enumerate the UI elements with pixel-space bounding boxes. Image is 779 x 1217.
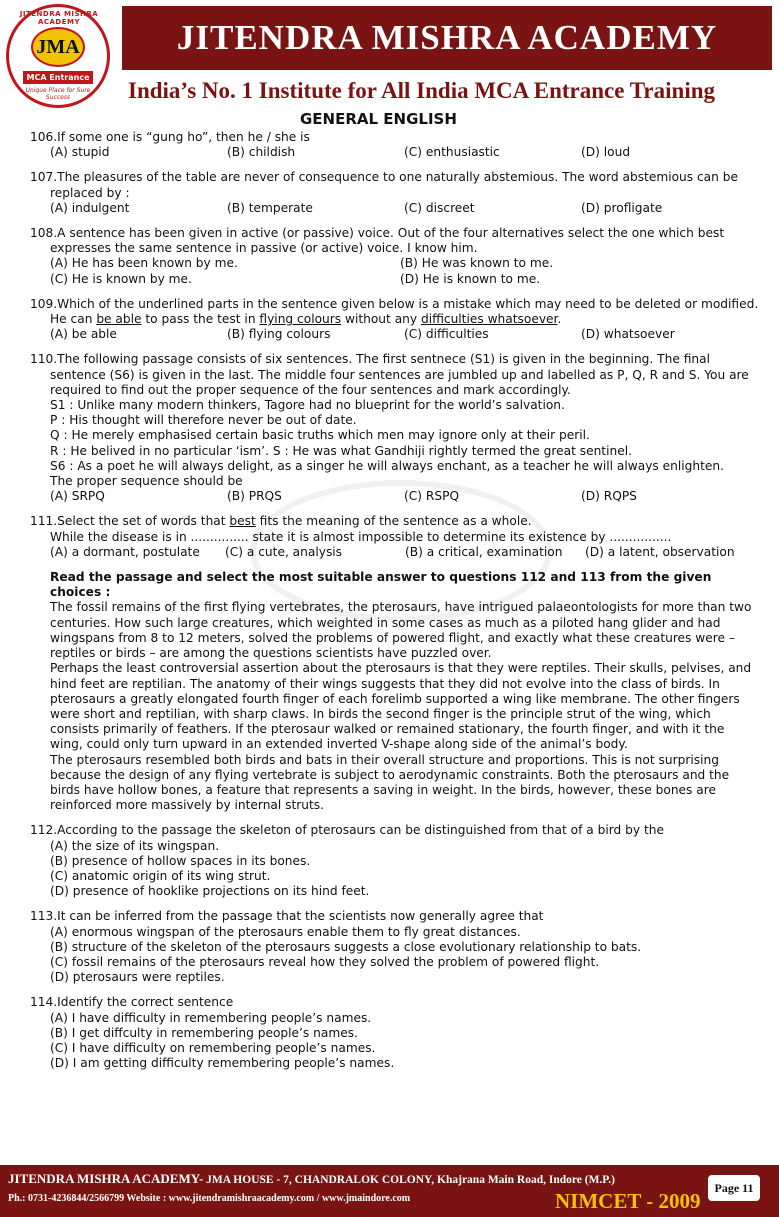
options-row [30,256,760,271]
option-b: (B) childish [227,145,296,160]
option-b: (B) I get diffculty in remembering people’s names. [50,1025,358,1040]
options-list [30,839,760,900]
option-a: (A) enormous wingspan of the pterosaurs enable them to fly great distances. [50,924,521,939]
option-d: (D) I am getting difficulty remembering people’s names. [50,1056,395,1071]
option-d: (D) He is known to me. [400,271,541,286]
options-row [30,145,760,160]
option-b: (B) temperate [227,200,313,215]
exam-name: NIMCET - 2009 [555,1189,701,1213]
option-c: (C) enthusiastic [404,145,500,160]
option-c: (C) He is known by me. [50,271,192,286]
question-stem: 111.Select the set of words that best fits the meaning of the sentence as a whole. [30,514,532,529]
option-b: (B) a critical, examination [405,544,563,559]
question-109 [30,297,760,343]
question-108 [30,226,760,287]
option-a: (A) stupid [50,145,110,160]
options-row [30,272,760,287]
logo-ring-text: JITENDRA MISHRA ACADEMY [19,10,99,26]
option-c: (C) anatomic origin of its wing strut. [50,868,271,883]
option-a: (A) indulgent [50,200,130,215]
option-c: (C) RSPQ [404,489,460,504]
option-c: (C) fossil remains of the pterosaurs reveal how they solved the problem of powered flight. [50,954,600,969]
reading-passage [30,570,760,813]
logo-tagline: Unique Place for Sure Success [25,87,91,101]
option-d: (D) RQPS [581,489,637,504]
option-d: (D) whatsoever [581,327,675,342]
sentence-r-s: R : He belived in no particular ‘ism’. S : He was what Gandhiji rightly termed the great sentinel. [50,443,632,458]
page-footer [0,1165,779,1217]
option-a: (A) SRPQ [50,489,105,504]
option-b: (B) flying colours [227,327,331,342]
footer-contact: Ph.: 0731-4236844/2566799 Website : www.jitendramishraacademy.com / www.jmaindore.com [8,1193,411,1204]
sequence-prompt: The proper sequence should be [50,474,243,489]
question-sentence: He can be able to pass the test in flying colours without any difficulties whatsoever. [50,312,562,327]
question-content [30,130,760,1081]
option-b: (B) presence of hollow spaces in its bones. [50,853,311,868]
question-106 [30,130,760,160]
option-b: (B) PRQS [227,489,282,504]
option-b: (B) structure of the skeleton of the pterosaurs suggests a close evolutionary relationship to bats. [50,939,642,954]
option-d: (D) presence of hooklike projections on its hind feet. [50,884,370,899]
question-107 [30,170,760,216]
question-stem: 109.Which of the underlined parts in the sentence given below is a mistake which may need to be deleted or modified. [30,296,759,311]
option-d: (D) a latent, observation [585,544,735,559]
page-number: Page 11 [708,1175,760,1201]
section-title: GENERAL ENGLISH [300,110,457,128]
option-a: (A) I have difficulty in remembering people’s names. [50,1010,372,1025]
question-stem: 108.A sentence has been given in active (or passive) voice. Out of the four alternatives select the one which best expresses the same sentence in passive (or active) voice. I know him. [30,226,725,256]
question-stem: 110.The following passage consists of six sentences. The first sentnece (S1) is given in the beginning. The final sentence (S6) is given in the last. The middle four sentences are jumbled up and labelled as P, Q, R and S. You are required to find out the proper sequence of the four sentences and mark accordingly. [30,352,749,397]
question-110 [30,352,760,504]
option-d: (D) pterosaurs were reptiles. [50,970,225,985]
academy-title: JITENDRA MISHRA ACADEMY [122,6,772,70]
question-stem: 106.If some one is “gung ho”, then he / she is [30,130,310,144]
options-row [30,545,760,560]
footer-address: JITENDRA MISHRA ACADEMY- JMA HOUSE - 7, CHANDRALOK COLONY, Khajrana Main Road, Indore (M.P.) [8,1171,615,1186]
passage-instruction: Read the passage and select the most suitable answer to questions 112 and 113 from the given choices : [50,570,712,600]
option-d: (D) loud [581,145,631,160]
passage-paragraph-3: The pterosaurs resembled both birds and bats in their overall structure and proportions. This is not surprising because the design of any flying vertebrate is subject to aerodynamic constraints. Both the pterosaurs and the birds have hollow bones, a feature that represents a saving in weight. In the birds, however, these bones are reinforced more massively by internal struts. [50,752,730,813]
sentence-q: Q : He merely emphasised certain basic truths which men may ignore only at their peril. [50,428,590,443]
question-stem: 107.The pleasures of the table are never of consequence to one naturally abstemious. The word abstemious can be replaced by : [30,170,738,200]
question-113 [30,909,760,985]
option-a: (A) a dormant, postulate [50,544,200,559]
option-d: (D) profligate [581,200,663,215]
option-a: (A) He has been known by me. [50,256,238,271]
sentence-s1: S1 : Unlike many modern thinkers, Tagore had no blueprint for the world’s salvation. [50,398,565,413]
options-list [30,925,760,986]
option-b: (B) He was known to me. [400,256,554,271]
options-row [30,327,760,342]
passage-paragraph-2: Perhaps the least controversial assertion about the pterosaurs is that they were reptiles. Their skulls, pelvises, and hind feet are reptilian. The anatomy of their wings suggests that they did not evolve into the class of birds. In pterosaurs a greatly elongated fourth finger of each forelimb supported a wing like membrane. The other fingers were short and reptilian, with sharp claws. In birds the second finger is the principle strut of the wing, which consists primarily of feathers. If the pterosaur walked or remained stationary, the fourth finger, and with it the wing, could only turn upward in an extended inverted V-shape along side of the animal’s body. [50,661,752,752]
option-a: (A) be able [50,327,117,342]
question-114 [30,995,760,1071]
question-112 [30,823,760,899]
question-sentence: While the disease is in ............... state it is almost impossible to determine its existence by ................ [50,529,672,544]
question-stem: 112.According to the passage the skeleton of pterosaurs can be distinguished from that of a bird by the [30,823,664,838]
sentence-s6: S6 : As a poet he will always delight, as a singer he will always enchant, as a teacher he will always enlighten. [50,458,724,473]
passage-paragraph-1: The fossil remains of the first flying vertebrates, the pterosaurs, have intrigued palaeontologists for more than two centuries. How such large creatures, which weighted in some cases as much as a piloted hang glider and had wingspans from 8 to 12 meters, solved the problems of powered flight, and exactly what these creatures were – reptiles or birds – are among the questions scientists have puzzled over. [50,600,752,661]
option-c: (C) difficulties [404,327,489,342]
options-row [30,489,760,504]
option-c: (C) discreet [404,200,475,215]
question-111 [30,514,760,560]
option-a: (A) the size of its wingspan. [50,838,220,853]
question-stem: 113.It can be inferred from the passage that the scientists now generally agree that [30,909,544,924]
option-c: (C) I have difficulty on remembering people’s names. [50,1040,376,1055]
logo-mca-label: MCA Entrance [23,71,93,84]
question-stem: 114.Identify the correct sentence [30,995,234,1010]
options-row [30,201,760,216]
page-header [0,0,779,108]
footer-academy-name: JITENDRA MISHRA ACADEMY- [8,1171,204,1186]
academy-logo [6,4,110,108]
logo-monogram: JMA [31,27,85,67]
option-c: (C) a cute, analysis [225,544,343,559]
sentence-p: P : His thought will therefore never be out of date. [50,413,357,428]
academy-subtitle: India’s No. 1 Institute for All India MCA Entrance Training [128,78,716,103]
options-list [30,1011,760,1072]
